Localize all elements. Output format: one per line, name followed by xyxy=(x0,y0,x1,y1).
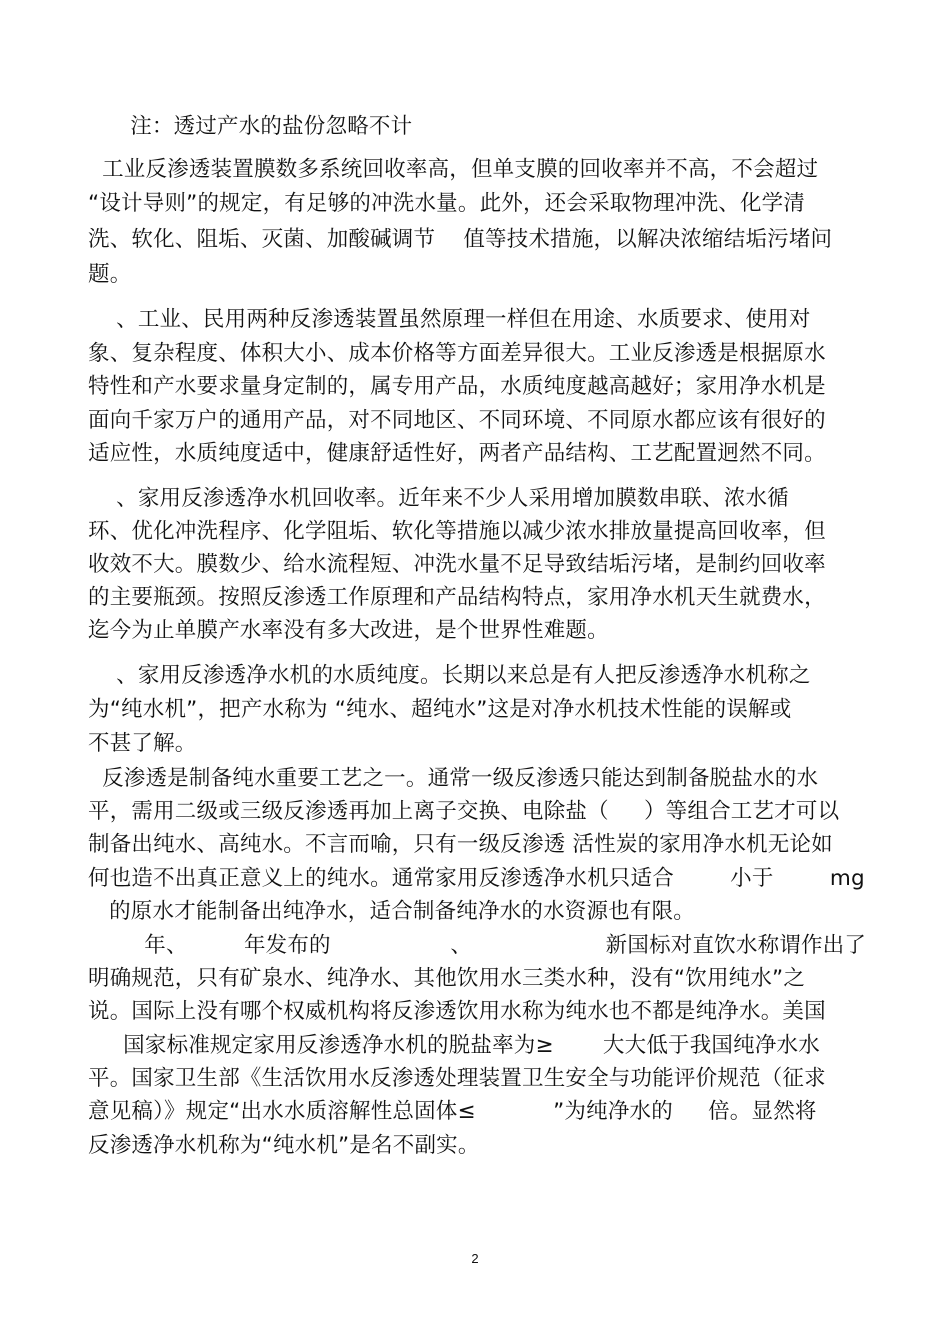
text-line: 注：透过产水的盐份忽略不计 xyxy=(88,114,413,139)
text-line: 象、复杂程度、体积大小、成本价格等方面差异很大。工业反渗透是根据原水 xyxy=(88,341,826,366)
text-line: 何也造不出真正意义上的纯水。通常家用反渗透净水机只适合 小于 mg xyxy=(88,866,865,891)
text-line: 洗、软化、阻垢、灭菌、加酸碱调节 值等技术措施，以解决浓缩结垢污堵问 xyxy=(88,227,833,252)
text-line: 的原水才能制备出纯净水，适合制备纯净水的水资源也有限。 xyxy=(88,899,696,924)
text-line: 适应性，水质纯度适中，健康舒适性好，两者产品结构、工艺配置迥然不同。 xyxy=(88,441,826,466)
text-line: 的主要瓶颈。按照反渗透工作原理和产品结构特点，家用净水机天生就费水， xyxy=(88,585,826,610)
text-line: 明确规范，只有矿泉水、纯净水、其他饮用水三类水种，没有“饮用纯水”之 xyxy=(88,966,806,991)
page-number: 2 xyxy=(471,1251,479,1266)
text-line: 反渗透是制备纯水重要工艺之一。通常一级反渗透只能达到制备脱盐水的水 xyxy=(88,766,819,791)
text-line: 、家用反渗透净水机回收率。近年来不少人采用增加膜数串联、浓水循 xyxy=(88,486,789,511)
text-line: 收效不大。膜数少、给水流程短、冲洗水量不足导致结垢污堵，是制约回收率 xyxy=(88,552,826,577)
text-line: 工业反渗透装置膜数多系统回收率高，但单支膜的回收率并不高，不会超过 xyxy=(88,157,819,182)
text-line: “设计导则”的规定，有足够的冲洗水量。此外，还会采取物理冲洗、化学清 xyxy=(88,191,806,216)
text-line: 年、 年发布的 、 新国标对直饮水称谓作出了 xyxy=(88,933,867,958)
text-line: 、家用反渗透净水机的水质纯度。长期以来总是有人把反渗透净水机称之 xyxy=(88,663,811,688)
text-line: 说。国际上没有哪个权威机构将反渗透饮用水称为纯水也不都是纯净水。美国 xyxy=(88,999,826,1024)
text-line: 迄今为止单膜产水率没有多大改进，是个世界性难题。 xyxy=(88,618,609,643)
text-line: 环、优化冲洗程序、化学阻垢、软化等措施以减少浓水排放量提高回收率，但 xyxy=(88,519,826,544)
text-line: 、工业、民用两种反渗透装置虽然原理一样但在用途、水质要求、使用对 xyxy=(88,307,811,332)
text-line: 制备出纯水、高纯水。不言而喻，只有一级反渗透 活性炭的家用净水机无论如 xyxy=(88,832,833,857)
text-line: 国家标准规定家用反渗透净水机的脱盐率为≥ 大大低于我国纯净水水 xyxy=(88,1033,820,1058)
text-line: 不甚了解。 xyxy=(88,731,197,756)
text-line: 特性和产水要求量身定制的，属专用产品，水质纯度越高越好；家用净水机是 xyxy=(88,374,826,399)
text-line: 为“纯水机”，把产水称为 “纯水、超纯水”这是对净水机技术性能的误解或 xyxy=(88,697,792,722)
text-line: 意见稿）》规定“出水水质溶解性总固体≤ ”为纯净水的 倍。显然将 xyxy=(88,1099,817,1124)
text-line: 题。 xyxy=(88,262,132,287)
text-line: 反渗透净水机称为“纯水机”是名不副实。 xyxy=(88,1133,480,1158)
text-line: 平，需用二级或三级反渗透再加上离子交换、电除盐（ ）等组合工艺才可以 xyxy=(88,799,840,824)
text-line: 平。国家卫生部《生活饮用水反渗透处理装置卫生安全与功能评价规范（征求 xyxy=(88,1066,826,1091)
text-line: 面向千家万户的通用产品，对不同地区、不同环境、不同原水都应该有很好的 xyxy=(88,408,826,433)
